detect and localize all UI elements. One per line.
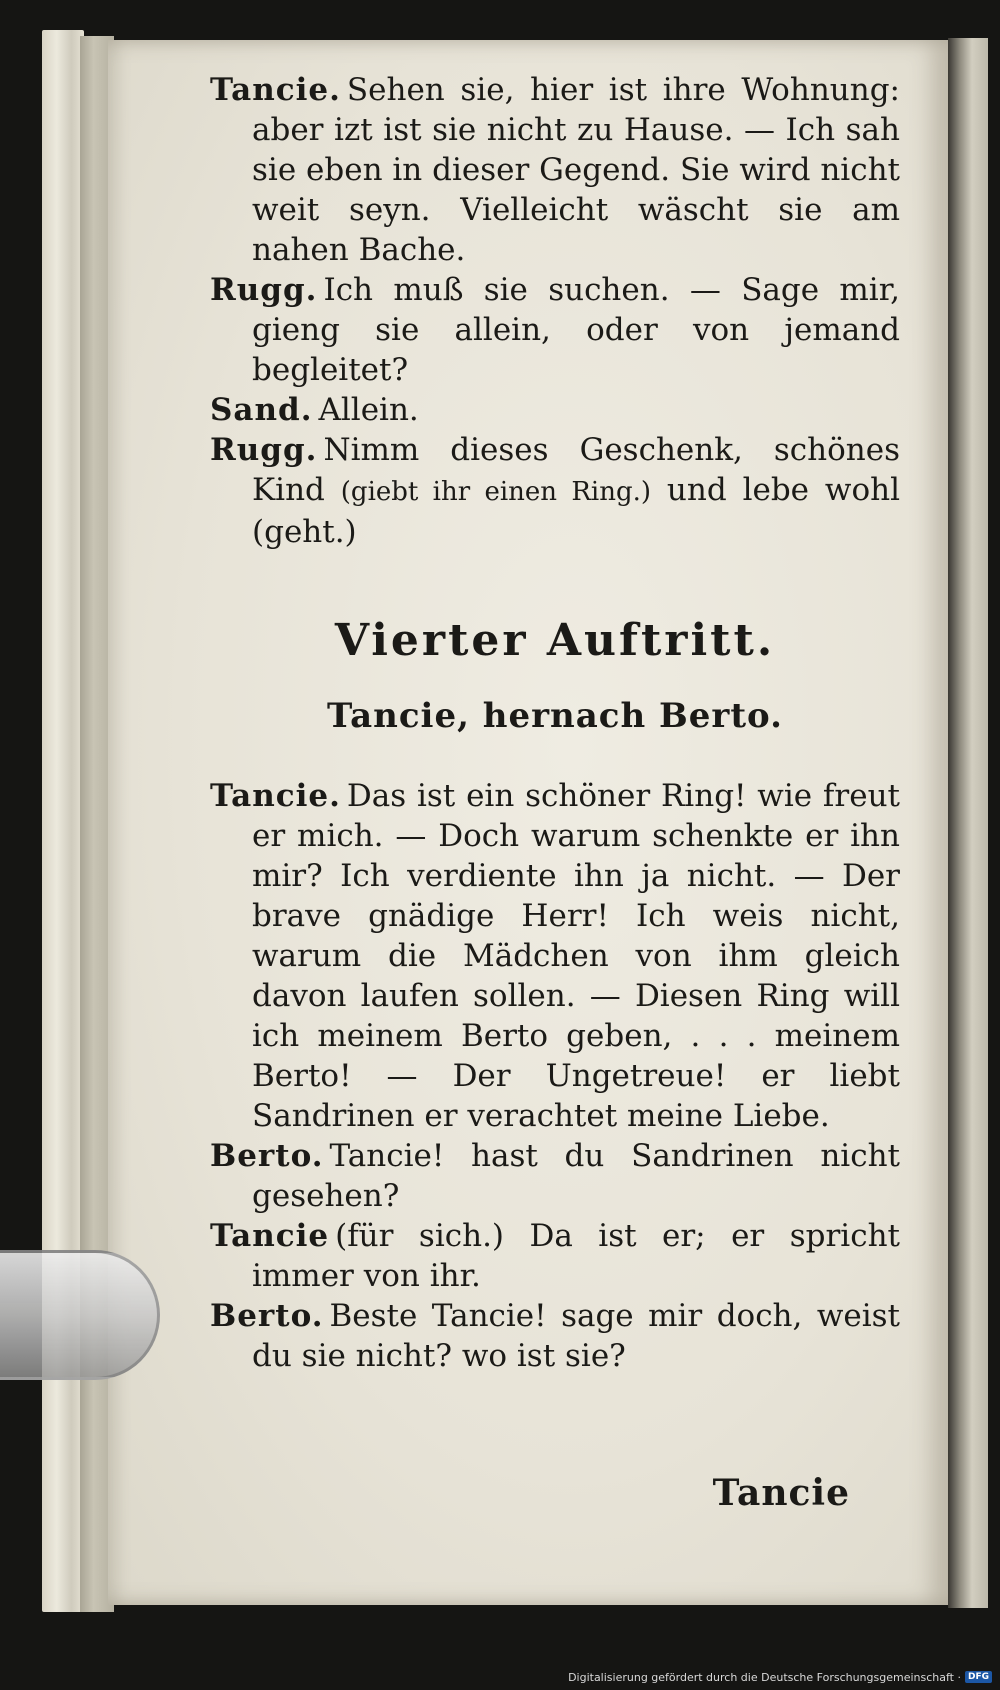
speech-text: und lebe wohl (geht.) [252,472,900,550]
speech-line [210,390,900,430]
speech-text: (für sich.) Da ist er; er spricht immer von ihr. [252,1218,900,1294]
speech-text: Allein. [318,392,419,428]
speech-line [210,270,900,390]
footer-text: Digitalisierung gefördert durch die Deutsche Forschungsgemeinschaft · [568,1670,961,1684]
speech-text: Nimm dieses Geschenk, schönes Kind [252,432,900,508]
page-right-edge [948,38,988,1608]
page-clip [0,1250,160,1380]
speaker-name: Sand. [210,392,313,428]
speech-text: Das ist ein schöner Ring! wie freut er mich. — Doch warum schenkte er ihn mir? Ich verdiente ihn ja nicht. — Der brave gnädige Herr! Ich weis nicht, warum die Mädchen von ihm gleich davon laufen sollen. — Diesen Ring will ich meinem Berto geben, . . . meinem Berto! — Der Ungetreue! er liebt Sandrinen er verachtet meine Liebe. [252,778,900,1134]
scene-heading: Vierter Auftritt. [334,615,776,666]
speaker-name: Berto. [210,1138,324,1174]
speech-line [210,1136,900,1216]
speaker-name: Tancie [210,1218,330,1254]
speech-text: Ich muß sie suchen. — Sage mir, gieng sie allein, oder von jemand begleitet? [252,272,900,388]
catchword: Tancie [712,1472,850,1514]
dfg-logo: DFG [965,1671,992,1683]
page-text [210,70,900,1376]
speech-text: Tancie! hast du Sandrinen nicht gesehen? [252,1138,900,1214]
speech-text: Sehen sie, hier ist ihre Wohnung: aber izt ist sie nicht zu Hause. — Ich sah sie eben in dieser Gegend. Sie wird nicht weit seyn. Vielleicht wäscht sie am nahen Bache. [252,72,900,268]
speech-text: Beste Tancie! sage mir doch, weist du sie nicht? wo ist sie? [252,1298,900,1374]
speaker-name: Tancie. [210,778,341,814]
speech-line [210,430,900,552]
speaker-name: Rugg. [210,272,318,308]
speaker-name: Tancie. [210,72,341,108]
speech-line [210,1216,900,1296]
scene-characters: Tancie, hernach Berto. [327,696,783,736]
digitization-footer [568,1668,992,1686]
speaker-name: Berto. [210,1298,324,1334]
speaker-name: Rugg. [210,432,318,468]
speech-line [210,776,900,1136]
stage-direction: (giebt ihr einen Ring.) [340,477,652,507]
speech-line [210,1296,900,1376]
speech-line [210,70,900,270]
